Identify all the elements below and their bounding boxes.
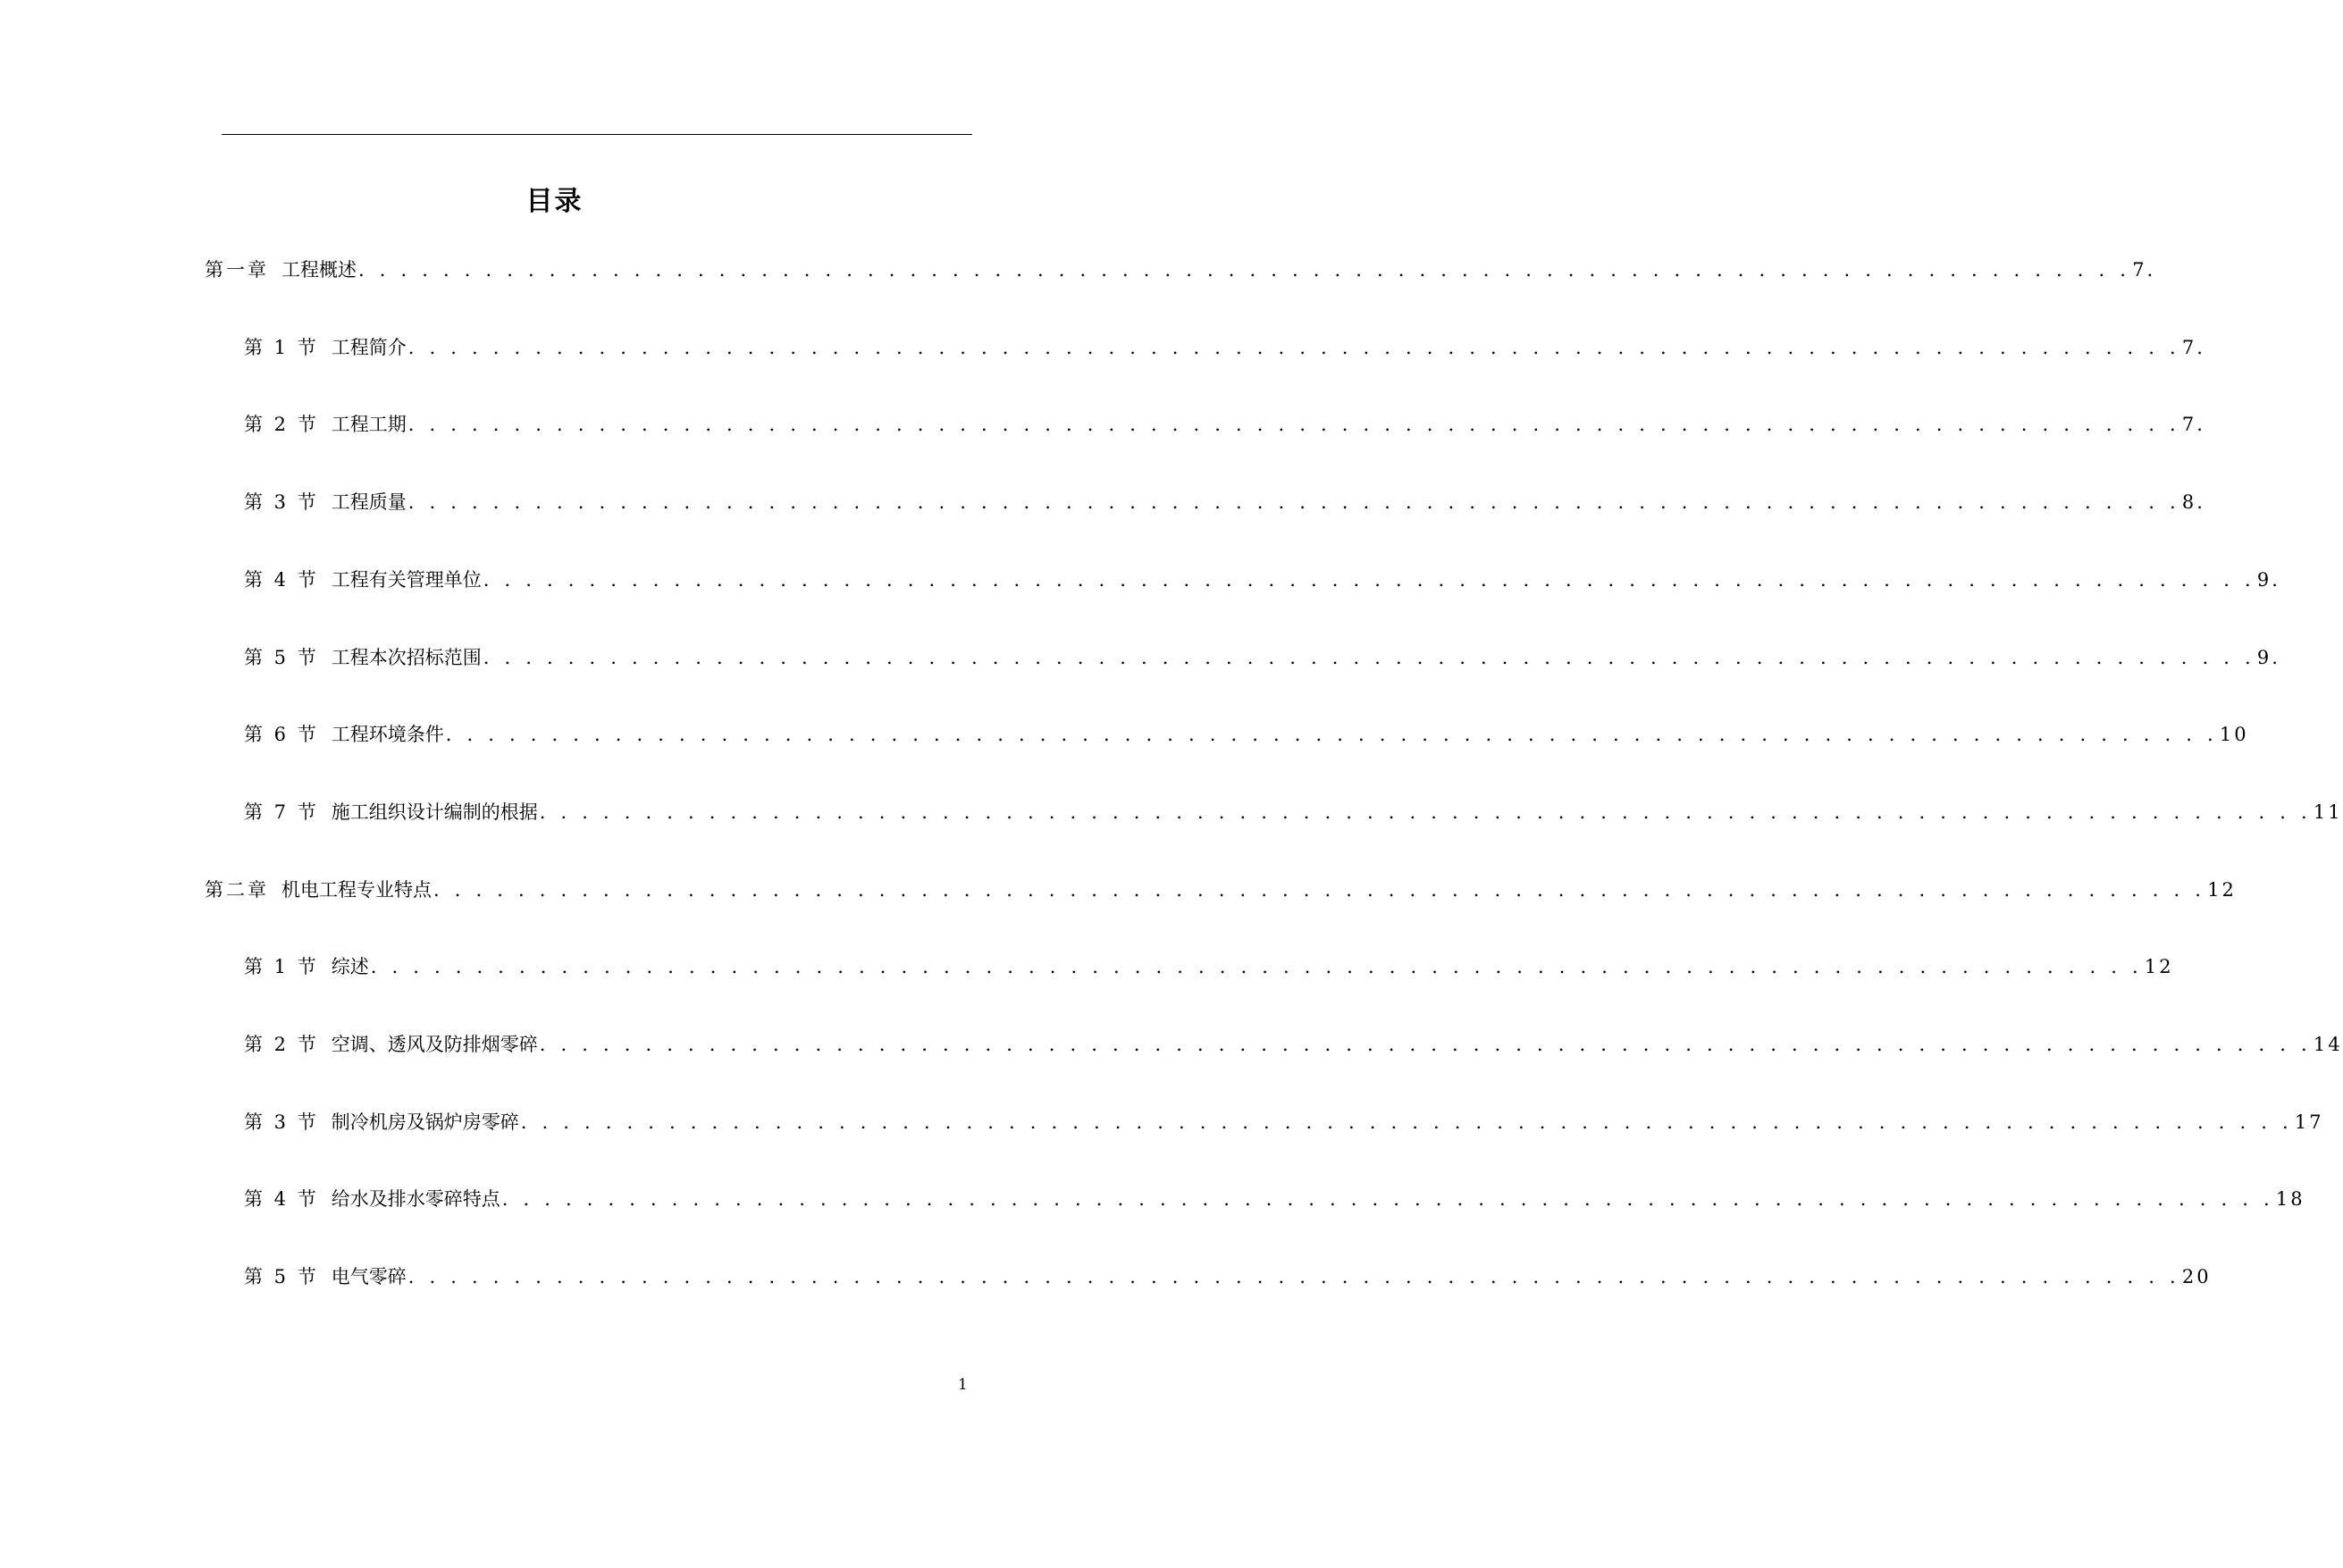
toc-entry-page: 7. (2181, 337, 2205, 358)
toc-dot-leader: . . . . . . . . . . . . . . . . . . . . . . . . . . . . . . . . . . . . . . . . . . . . . . . . . . . . . . . . . . . . . . . . . . . . . . . . . . . . . . . . . . . . (407, 491, 2180, 513)
toc-section-entry[interactable] (244, 566, 2280, 594)
toc-entry-label (244, 1030, 538, 1059)
toc-entry-number: 第一章 (205, 259, 269, 281)
toc-dot-leader: . . . . . . . . . . . . . . . . . . . . . . . . . . . . . . . . . . . . . . . . . . . . . . . . . . . . . . . . . . . . . . . . . . . . . . . . . . . . . . . . . . . . (539, 801, 2312, 823)
toc-entry-title: 工程有关管理单位 (331, 569, 482, 591)
toc-entry-label (244, 333, 407, 362)
toc-entry-page: 17 (2294, 1111, 2324, 1133)
toc-entry-page: 9. (2256, 569, 2280, 591)
toc-section-entry[interactable] (244, 333, 2205, 362)
toc-entry-title: 给水及排水零碎特点 (331, 1188, 500, 1210)
toc-section-entry[interactable] (244, 798, 2343, 826)
toc-entry-page: 8. (2181, 491, 2205, 513)
toc-entry-page: 14 (2313, 1034, 2343, 1055)
toc-section-entry[interactable] (244, 643, 2280, 672)
toc-entry-label (244, 798, 538, 826)
toc-entry-title: 施工组织设计编制的根据 (331, 801, 538, 823)
toc-entry-label (244, 1108, 519, 1136)
toc-dot-leader: . . . . . . . . . . . . . . . . . . . . . . . . . . . . . . . . . . . . . . . . . . . . . . . . . . . . . . . . . . . . . . . . . . . . . . . . . . . . . . . . . . . . (407, 1266, 2180, 1287)
toc-entry-number: 第 4 节 (244, 569, 319, 591)
toc-entry-number: 第 5 节 (244, 647, 319, 668)
toc-dot-leader: . . . . . . . . . . . . . . . . . . . . . . . . . . . . . . . . . . . . . . . . . . . . . . . . . . . . . . . . . . . . . . . . . . . . . . . . . . . . . . . . . . . . (370, 956, 2143, 977)
toc-entry-number: 第 2 节 (244, 414, 319, 435)
toc-dot-leader: . . . . . . . . . . . . . . . . . . . . . . . . . . . . . . . . . . . . . . . . . . . . . . . . . . . . . . . . . . . . . . . . . . . . . . . . . . . . . . . . . . . . (483, 569, 2255, 591)
toc-entry-label (244, 1262, 407, 1291)
toc-entry-page: 10 (2219, 724, 2249, 745)
toc-entry-title: 工程概述 (281, 259, 357, 281)
toc-section-entry[interactable] (244, 488, 2205, 516)
toc-entry-label (244, 643, 482, 672)
toc-entry-page: 11 (2313, 801, 2343, 823)
toc-chapter-entry[interactable] (205, 876, 2237, 904)
toc-entry-title: 工程本次招标范围 (331, 647, 482, 668)
toc-entry-page: 12 (2144, 956, 2174, 977)
toc-dot-leader: . . . . . . . . . . . . . . . . . . . . . . . . . . . . . . . . . . . . . . . . . . . . . . . . . . . . . . . . . . . . . . . . . . . . . . . . . . . . . . . . . . . . (539, 1034, 2312, 1055)
toc-dot-leader: . . . . . . . . . . . . . . . . . . . . . . . . . . . . . . . . . . . . . . . . . . . . . . . . . . . . . . . . . . . . . . . . . . . . . . . . . . . . . . . . . . . . (433, 879, 2206, 901)
toc-entry-title: 电气零碎 (331, 1266, 407, 1287)
toc-entry-number: 第 7 节 (244, 801, 319, 823)
toc-dot-leader: . . . . . . . . . . . . . . . . . . . . . . . . . . . . . . . . . . . . . . . . . . . . . . . . . . . . . . . . . . . . . . . . . . . . . . . . . . . . . . . . . . . . (445, 724, 2218, 745)
toc-section-entry[interactable] (244, 1030, 2343, 1059)
toc-entry-label (244, 410, 407, 439)
toc-dot-leader: . . . . . . . . . . . . . . . . . . . . . . . . . . . . . . . . . . . . . . . . . . . . . . . . . . . . . . . . . . . . . . . . . . . . . . . . . . . . . . . . . . . . (520, 1111, 2293, 1133)
toc-entry-number: 第 3 节 (244, 491, 319, 513)
header-rule (222, 134, 972, 135)
toc-dot-leader: . . . . . . . . . . . . . . . . . . . . . . . . . . . . . . . . . . . . . . . . . . . . . . . . . . . . . . . . . . . . . . . . . . . . . . . . . . . . . . . . . . . . (483, 647, 2255, 668)
toc-entry-number: 第 2 节 (244, 1034, 319, 1055)
toc-dot-leader: . . . . . . . . . . . . . . . . . . . . . . . . . . . . . . . . . . . . . . . . . . . . . . . . . . . . . . . . . . . . . . . . . . . . . . . . . . . . . . . . . . . . (407, 337, 2180, 358)
toc-section-entry[interactable] (244, 1108, 2324, 1136)
toc-entry-number: 第 1 节 (244, 956, 319, 977)
toc-entry-number: 第 5 节 (244, 1266, 319, 1287)
toc-dot-leader: . . . . . . . . . . . . . . . . . . . . . . . . . . . . . . . . . . . . . . . . . . . . . . . . . . . . . . . . . . . . . . . . . . . . . . . . . . . . . . . . . . . . (407, 414, 2180, 435)
toc-entry-number: 第 6 节 (244, 724, 319, 745)
page-number: 1 (958, 1376, 968, 1394)
toc-dot-leader: . . . . . . . . . . . . . . . . . . . . . . . . . . . . . . . . . . . . . . . . . . . . . . . . . . . . . . . . . . . . . . . . . . . . . . . . . . . . . . . . . . . . (358, 259, 2131, 281)
toc-section-entry[interactable] (244, 410, 2205, 439)
toc-entry-label (244, 1185, 500, 1213)
toc-entry-page: 7. (2132, 259, 2156, 281)
toc-entry-label (205, 256, 357, 284)
toc-entry-title: 制冷机房及锅炉房零碎 (331, 1111, 519, 1133)
toc-entry-title: 机电工程专业特点 (281, 879, 432, 901)
toc-section-entry[interactable] (244, 952, 2174, 981)
toc-entry-title: 工程环境条件 (331, 724, 444, 745)
toc-section-entry[interactable] (244, 720, 2249, 749)
page-title: 目录 (525, 186, 584, 217)
toc-entry-page: 9. (2256, 647, 2280, 668)
toc-entry-number: 第 4 节 (244, 1188, 319, 1210)
toc-entry-label (244, 720, 444, 749)
toc-entry-page: 12 (2207, 879, 2237, 901)
toc-entry-number: 第二章 (205, 879, 269, 901)
toc-entry-label (244, 952, 369, 981)
toc-entry-number: 第 1 节 (244, 337, 319, 358)
toc-entry-label (205, 876, 432, 904)
toc-dot-leader: . . . . . . . . . . . . . . . . . . . . . . . . . . . . . . . . . . . . . . . . . . . . . . . . . . . . . . . . . . . . . . . . . . . . . . . . . . . . . . . . . . . . (501, 1188, 2274, 1210)
toc-entry-title: 工程质量 (331, 491, 407, 513)
toc-entry-page: 18 (2275, 1188, 2305, 1210)
toc-entry-title: 综述 (331, 956, 369, 977)
toc-entry-page: 20 (2181, 1266, 2212, 1287)
toc-section-entry[interactable] (244, 1262, 2212, 1291)
toc-entry-page: 7. (2181, 414, 2205, 435)
toc-entry-title: 工程简介 (331, 337, 407, 358)
toc-entry-label (244, 488, 407, 516)
toc-entry-title: 工程工期 (331, 414, 407, 435)
toc-chapter-entry[interactable] (205, 256, 2156, 284)
toc-entry-label (244, 566, 482, 594)
toc-section-entry[interactable] (244, 1185, 2305, 1213)
toc-entry-title: 空调、透风及防排烟零碎 (331, 1034, 538, 1055)
toc-entry-number: 第 3 节 (244, 1111, 319, 1133)
